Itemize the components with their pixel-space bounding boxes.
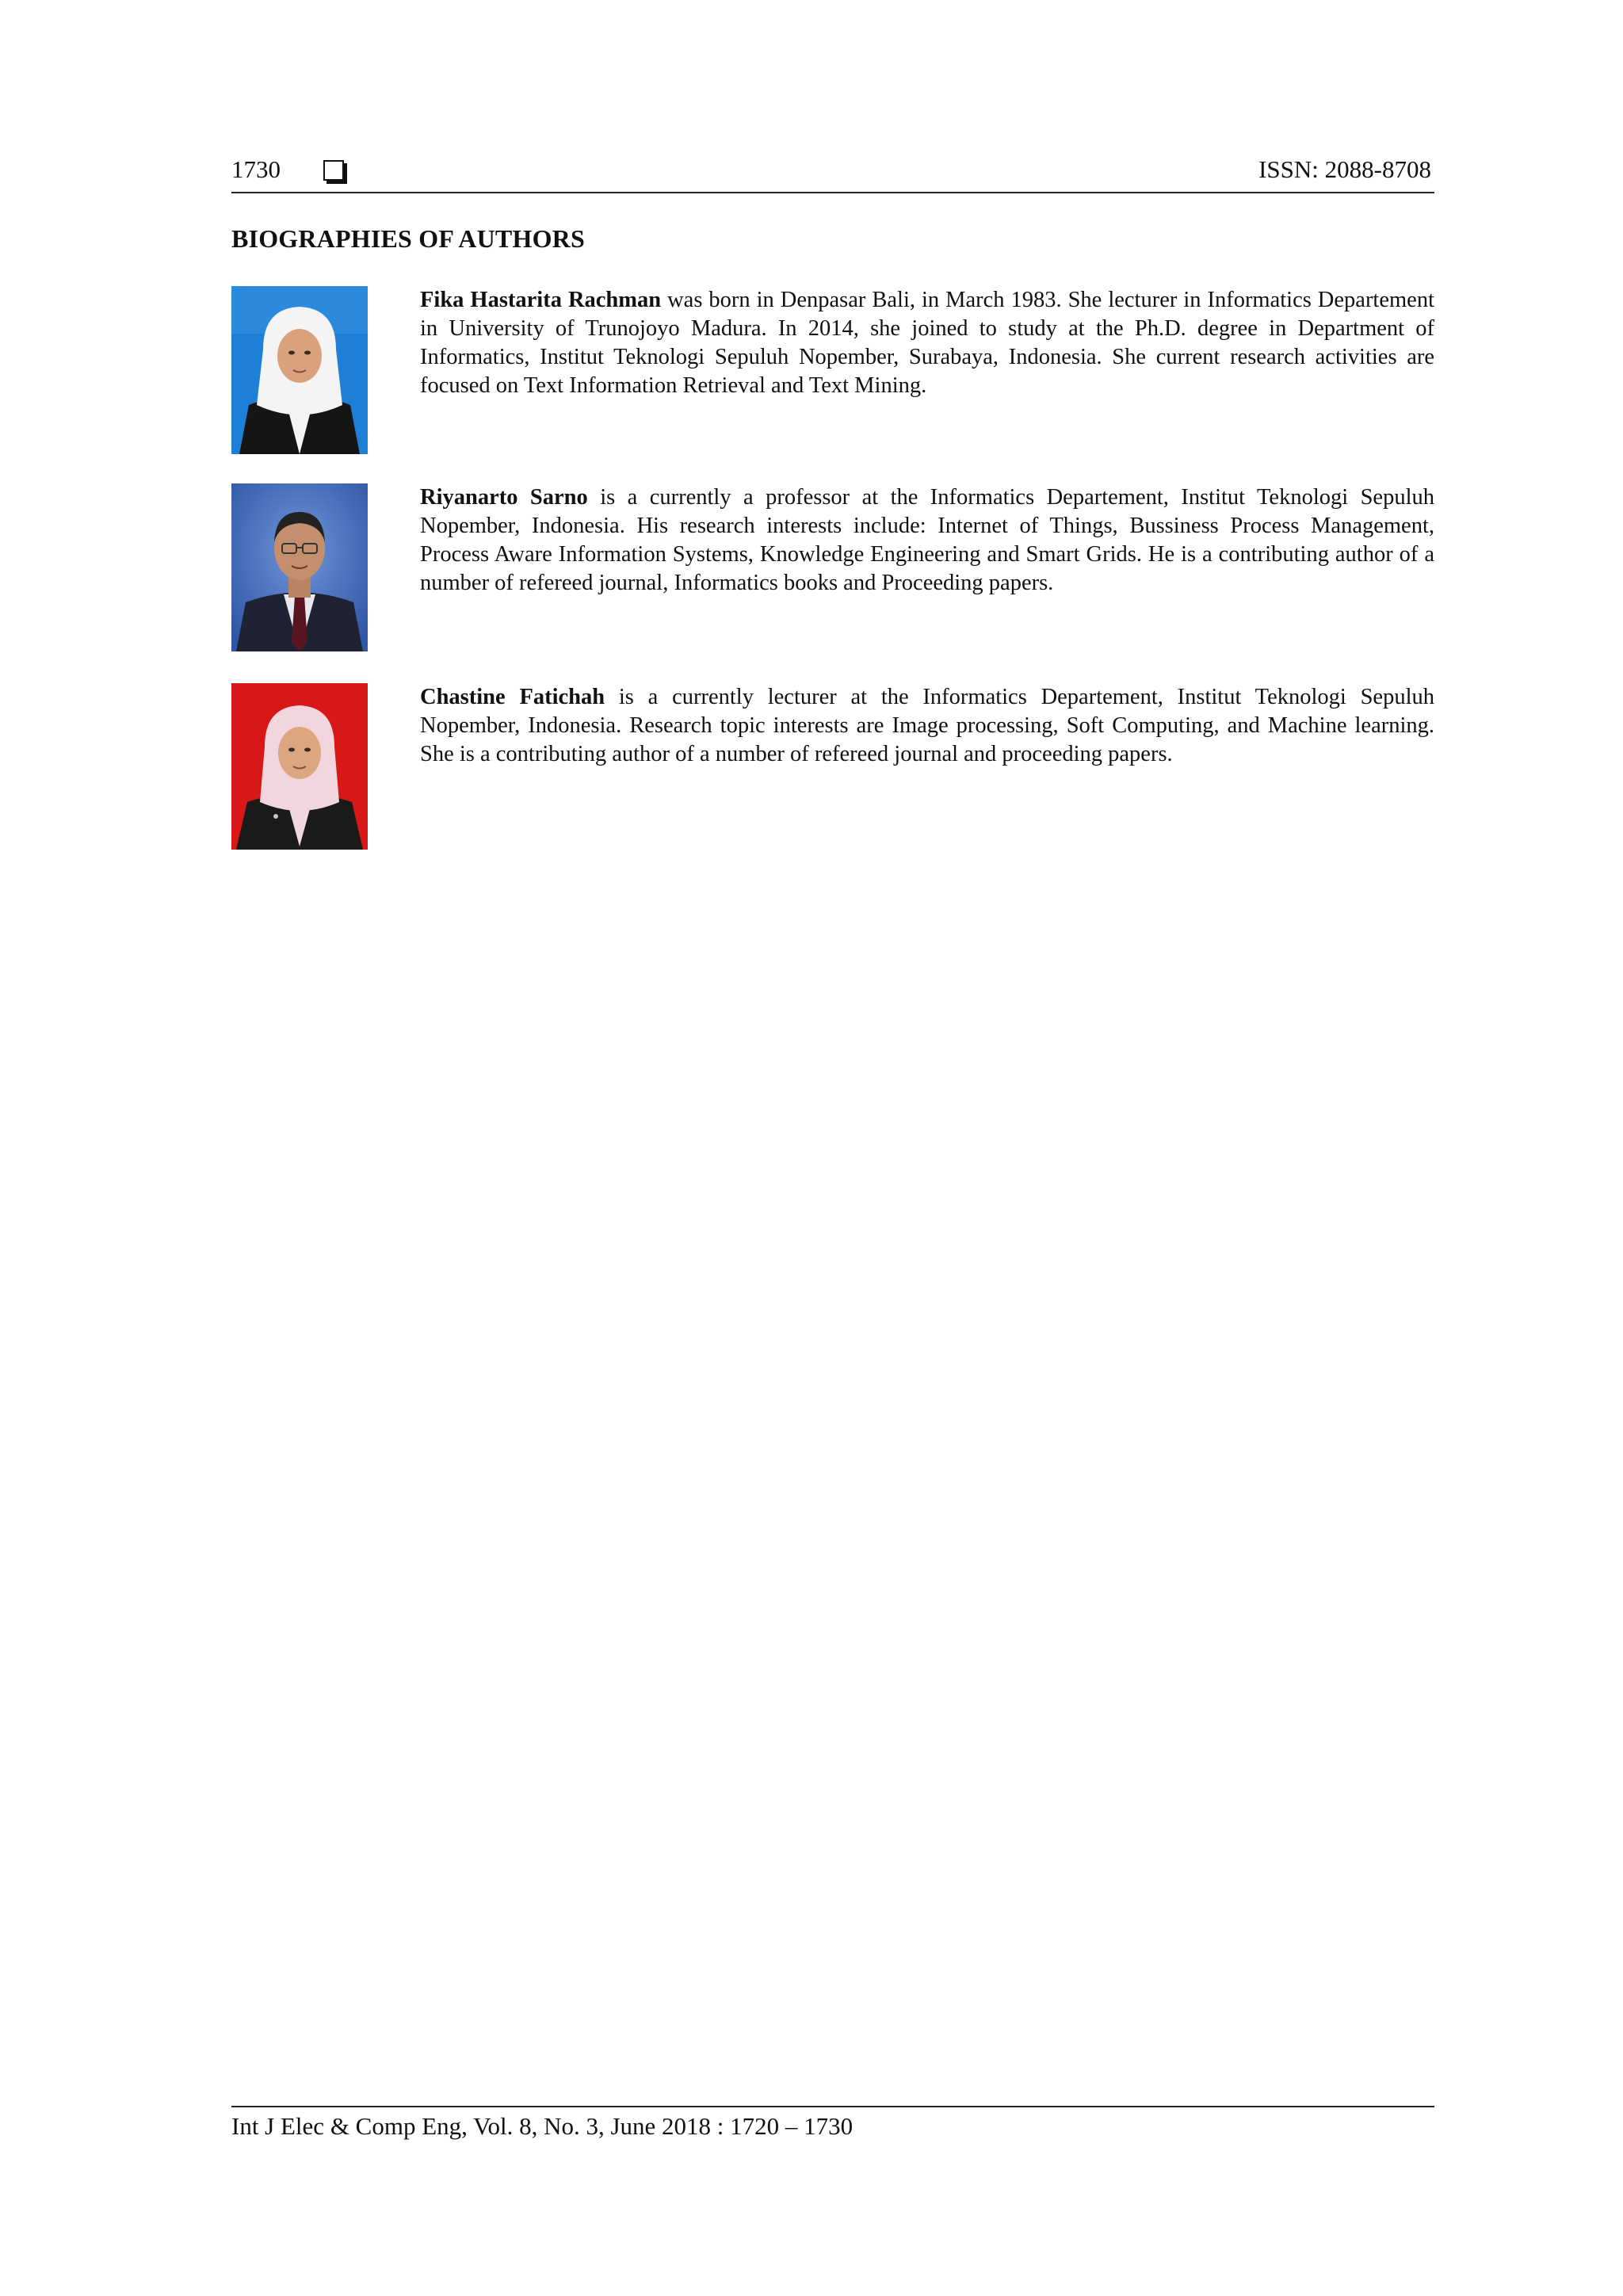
square-bullet-icon bbox=[323, 160, 344, 181]
running-footer bbox=[231, 2106, 1434, 2141]
author-photo bbox=[231, 286, 368, 454]
author-name: Fika Hastarita Rachman bbox=[420, 288, 662, 312]
author-bio-text: was born in Denpasar Bali, in March 1983. She lecturer in Informatics Departement in University of Trunojoyo Madura. In 2014, she joined to study at the Ph.D. degree in Department of Informatics, Institut Teknologi Sepuluh Nopember, Surabaya, Indonesia. She current research activities are focused on Text Information Retrieval and Text Mining. bbox=[420, 288, 1434, 398]
issn-label: ISSN: 2088-8708 bbox=[1258, 155, 1431, 183]
author-bio-text: is a currently a professor at the Informatics Departement, Institut Teknologi Sepuluh Nopember, Indonesia. His research interests include: Internet of Things, Bussiness Process Management, Process Aware Information Systems, Knowledge Engineering and Smart Grids. He is a contributing author of a number of refereed journal, Informatics books and Proceeding papers. bbox=[420, 485, 1434, 595]
author-bio-text: is a currently lecturer at the Informatics Departement, Institut Teknologi Sepuluh Nopember, Indonesia. Research topic interests are Image processing, Soft Computing, and Machine learning. She is a contributing author of a number of refereed journal and proceeding papers. bbox=[420, 685, 1434, 766]
journal-citation: Int J Elec & Comp Eng, Vol. 8, No. 3, June 2018 : 1720 – 1730 bbox=[231, 2112, 854, 2140]
author-photo bbox=[231, 683, 368, 850]
author-bio bbox=[420, 286, 1434, 400]
running-header bbox=[231, 152, 1434, 193]
author-bio bbox=[420, 483, 1434, 598]
section-title: BIOGRAPHIES OF AUTHORS bbox=[231, 224, 585, 253]
author-name: Chastine Fatichah bbox=[420, 685, 605, 709]
author-name: Riyanarto Sarno bbox=[420, 485, 588, 510]
page-number: 1730 bbox=[231, 155, 281, 183]
author-photo bbox=[231, 483, 368, 651]
author-bio bbox=[420, 683, 1434, 769]
